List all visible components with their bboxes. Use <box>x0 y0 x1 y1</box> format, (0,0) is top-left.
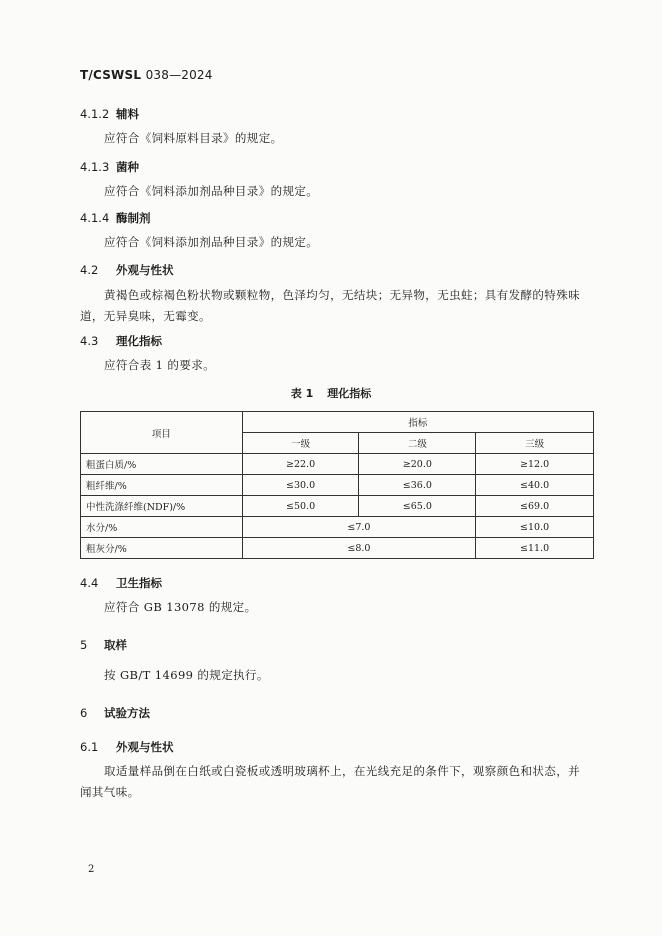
table-row <box>81 538 594 559</box>
section-body-4-3: 应符合表 1 的要求。 <box>104 358 216 372</box>
section-body-4-1-4: 应符合《饲料添加剂品种目录》的规定。 <box>104 235 319 249</box>
table-cell-item: 粗灰分/% <box>81 538 243 559</box>
page-number: 2 <box>88 864 95 875</box>
table-cell-item: 粗蛋白质/% <box>81 454 243 475</box>
section-number: 4.1.3 <box>80 160 110 174</box>
table-cell-value: ≤8.0 <box>242 538 476 559</box>
table-cell-value: ≤36.0 <box>359 475 476 496</box>
section-number: 4.1.4 <box>80 211 110 225</box>
section-heading-6-1 <box>80 739 174 755</box>
section-heading-4-1-4 <box>80 210 151 226</box>
table-cell-value: ≤7.0 <box>242 517 476 538</box>
section-title: 理化指标 <box>116 334 162 348</box>
section-body-4-2: 黄褐色或棕褐色粉状物或颗粒物，色泽均匀，无结块；无异物，无虫蛀；具有发酵的特殊味道，无异臭味，无霉变。 <box>80 288 580 323</box>
table-cell-item: 粗纤维/% <box>81 475 243 496</box>
section-heading-5 <box>80 637 127 653</box>
section-heading-4-4 <box>80 575 162 591</box>
section-number: 4.3 <box>80 334 99 348</box>
section-number: 6 <box>80 706 88 720</box>
table-cell-value: ≤30.0 <box>242 475 359 496</box>
document-code <box>80 68 213 82</box>
section-title: 酶制剂 <box>116 211 151 225</box>
section-title: 辅料 <box>116 107 139 121</box>
section-heading-4-1-2 <box>80 106 139 122</box>
section-body-5: 按 GB/T 14699 的规定执行。 <box>104 668 269 682</box>
section-number: 5 <box>80 638 88 652</box>
table-cell-value: ≤10.0 <box>476 517 594 538</box>
section-body-4-1-3: 应符合《饲料添加剂品种目录》的规定。 <box>104 184 319 198</box>
table-header-grade-1: 一级 <box>242 433 359 454</box>
table-cell-value: ≤50.0 <box>242 496 359 517</box>
document-code-prefix: T/CSWSL <box>80 68 142 82</box>
section-body-4-4: 应符合 GB 13078 的规定。 <box>104 600 257 614</box>
section-heading-4-1-3 <box>80 159 139 175</box>
section-heading-4-2 <box>80 262 174 278</box>
section-number: 4.4 <box>80 576 99 590</box>
table-header-item: 项目 <box>81 412 243 454</box>
section-title: 外观与性状 <box>116 263 174 277</box>
table-caption-title: 理化指标 <box>327 387 372 400</box>
table-row <box>81 496 594 517</box>
table-caption <box>0 385 662 401</box>
section-heading-6 <box>80 705 150 721</box>
table-caption-number: 表 1 <box>290 387 314 400</box>
section-title: 试验方法 <box>104 706 150 720</box>
table-header-grade-3: 三级 <box>476 433 594 454</box>
table-cell-value: ≤65.0 <box>359 496 476 517</box>
section-body-4-1-2: 应符合《饲料原料目录》的规定。 <box>104 131 283 145</box>
table-row <box>81 517 594 538</box>
table-cell-value: ≤40.0 <box>476 475 594 496</box>
section-number: 6.1 <box>80 740 99 754</box>
section-title: 菌种 <box>116 160 139 174</box>
table-cell-value: ≥12.0 <box>476 454 594 475</box>
table-cell-item: 中性洗涤纤维(NDF)/% <box>81 496 243 517</box>
section-title: 外观与性状 <box>116 740 174 754</box>
table-row <box>81 475 594 496</box>
section-number: 4.2 <box>80 263 99 277</box>
table-cell-value: ≤69.0 <box>476 496 594 517</box>
document-code-number: 038—2024 <box>145 68 213 82</box>
section-heading-4-3 <box>80 333 162 349</box>
table-cell-value: ≥22.0 <box>242 454 359 475</box>
table-header-grade-2: 二级 <box>359 433 476 454</box>
section-title: 取样 <box>104 638 127 652</box>
physicochemical-index-table <box>80 411 594 559</box>
section-number: 4.1.2 <box>80 107 110 121</box>
table-header-index: 指标 <box>242 412 593 433</box>
table-cell-item: 水分/% <box>81 517 243 538</box>
table-cell-value: ≤11.0 <box>476 538 594 559</box>
table-row <box>81 454 594 475</box>
section-body-6-1: 取适量样品倒在白纸或白瓷板或透明玻璃杯上，在光线充足的条件下，观察颜色和状态，并闻其气味。 <box>80 764 580 799</box>
section-title: 卫生指标 <box>116 576 162 590</box>
table-cell-value: ≥20.0 <box>359 454 476 475</box>
